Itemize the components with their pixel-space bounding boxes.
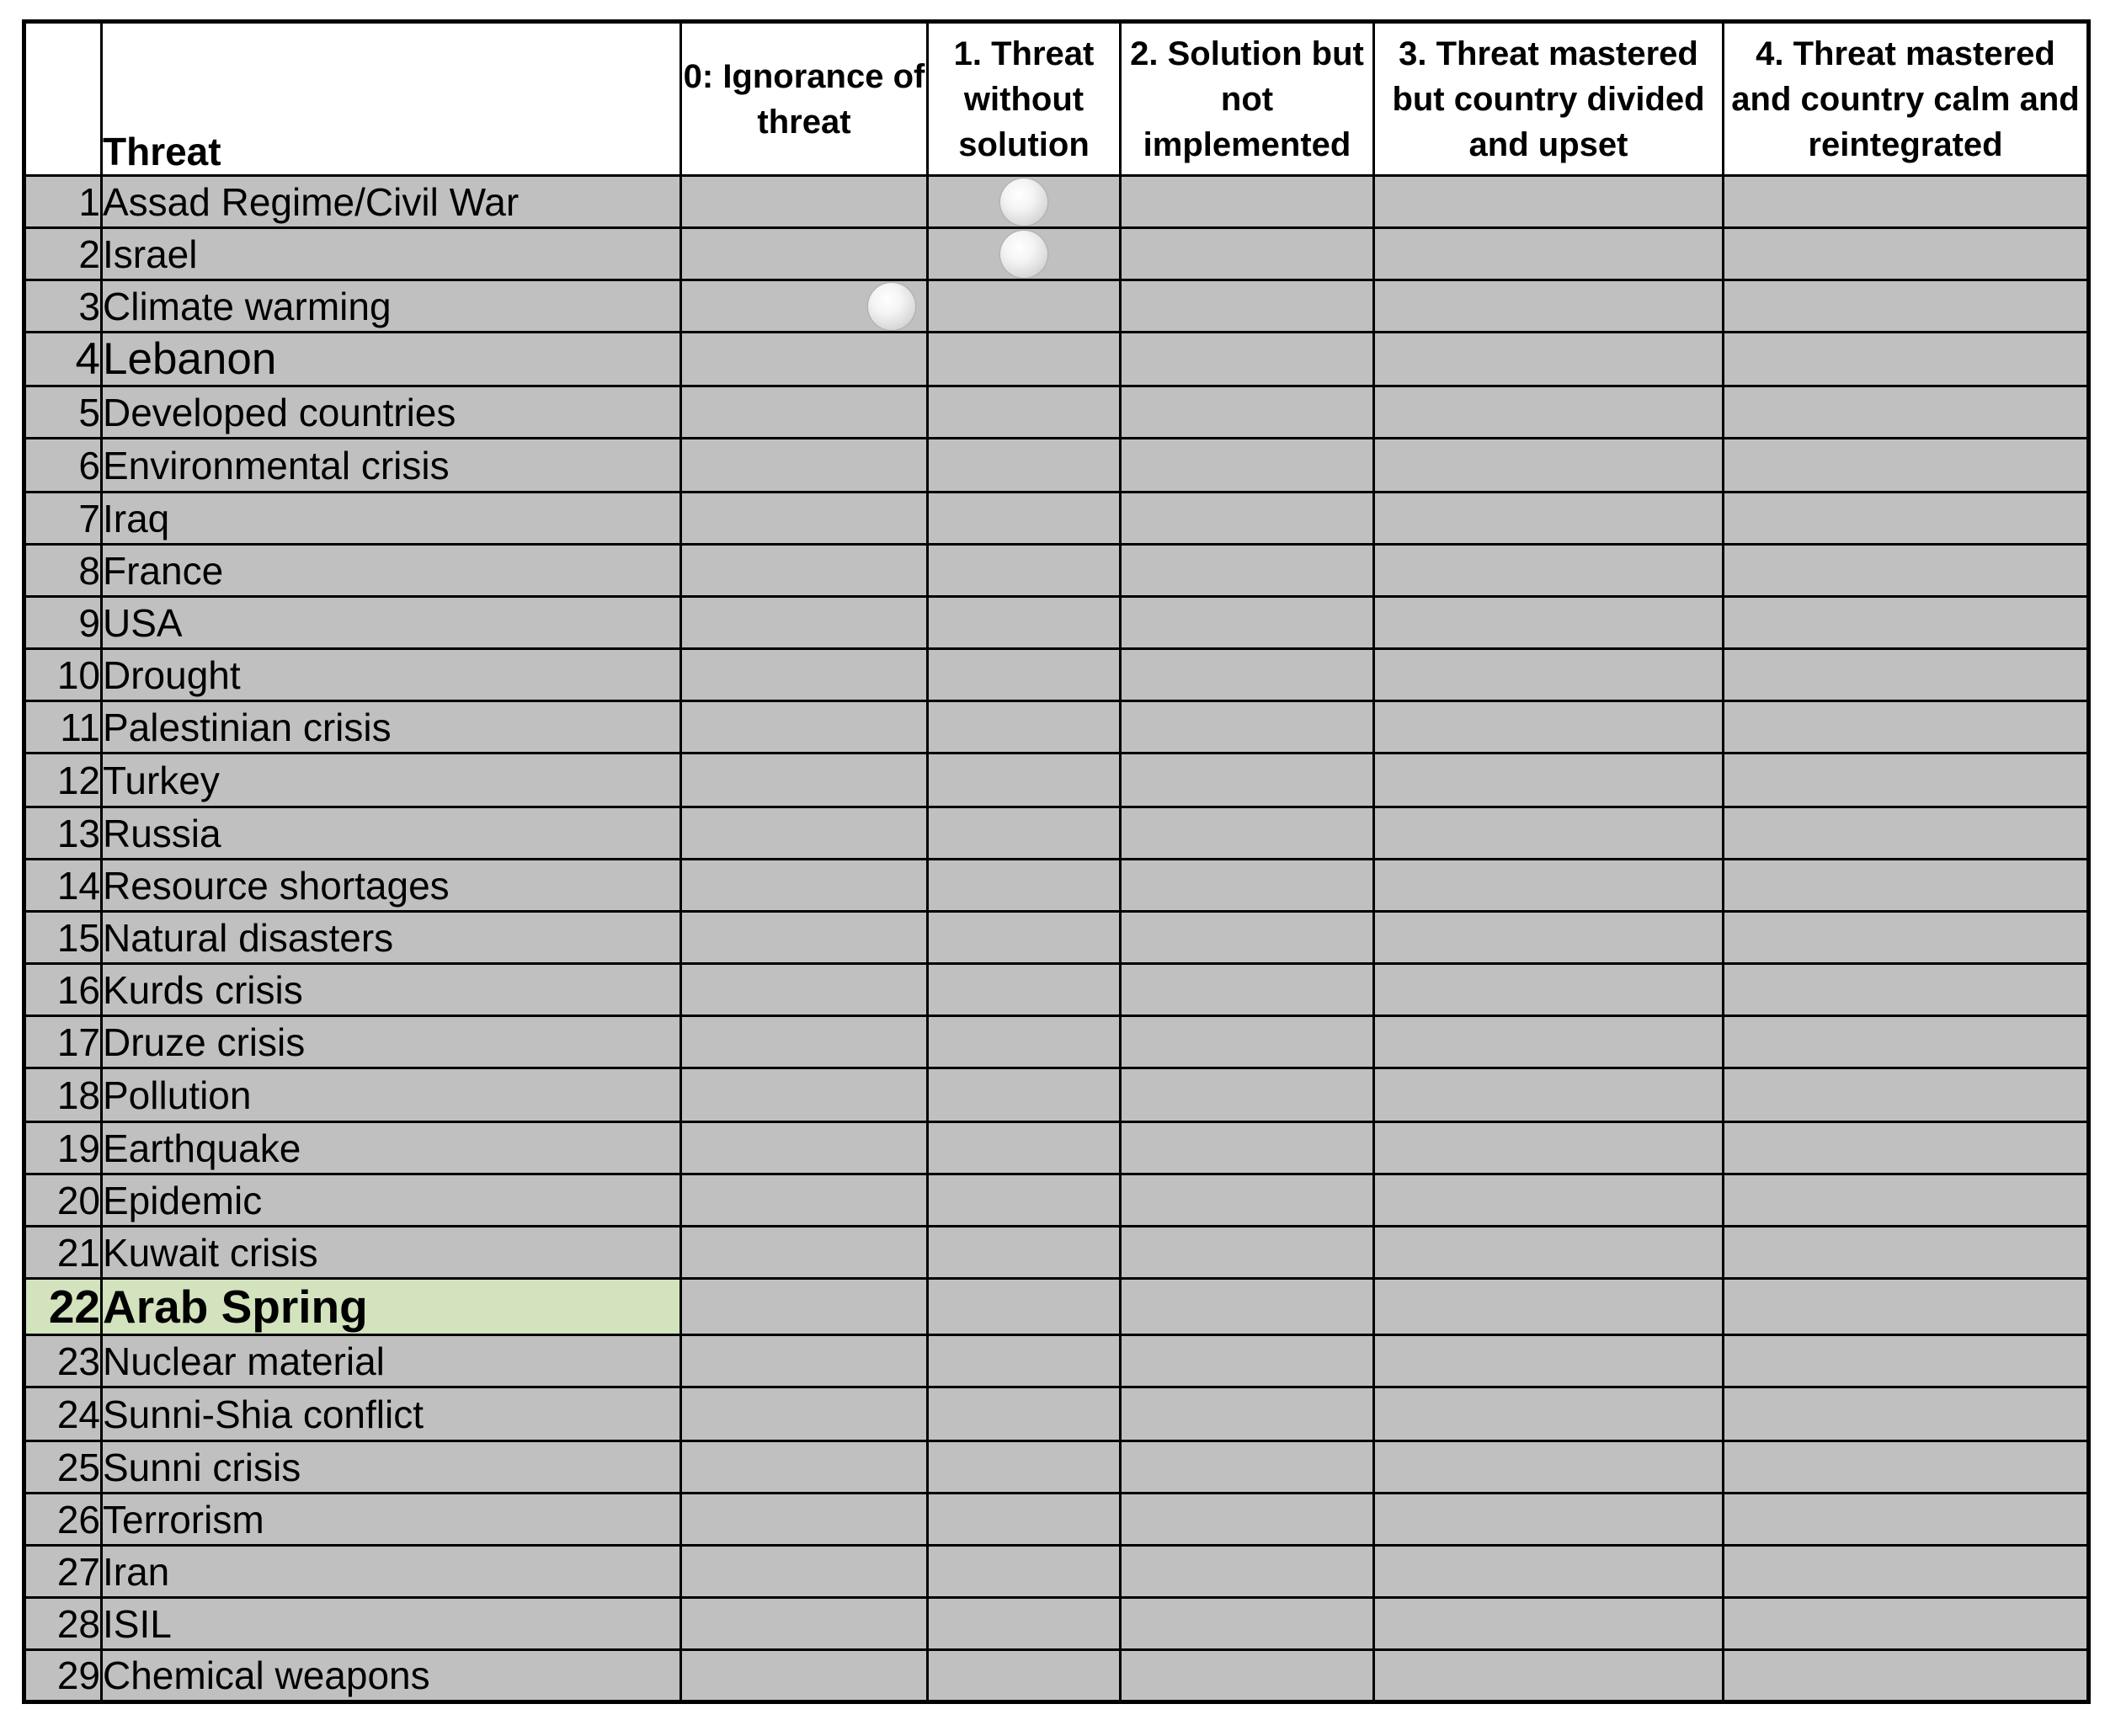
row-number: 17 <box>24 1016 102 1068</box>
stage-cell-2 <box>1121 754 1374 807</box>
threat-table <box>22 19 2091 1704</box>
stage-cell-1 <box>928 1068 1121 1122</box>
stage-cell-0 <box>681 860 928 912</box>
table-row <box>24 176 2089 228</box>
stage-cell-4 <box>1724 545 2089 597</box>
threat-name: Pollution <box>102 1068 681 1122</box>
threat-name: Nuclear material <box>102 1335 681 1387</box>
stage-cell-2 <box>1121 228 1374 280</box>
stage-cell-3 <box>1374 493 1724 545</box>
stage-cell-4 <box>1724 1279 2089 1335</box>
stage-cell-3 <box>1374 701 1724 754</box>
row-number: 27 <box>24 1546 102 1598</box>
stage-cell-2 <box>1121 545 1374 597</box>
stage-cell-1 <box>928 649 1121 701</box>
stage-cell-1 <box>928 912 1121 964</box>
header-stage-4: 4. Threat mastered and country calm and reintegrated <box>1724 22 2089 176</box>
stage-cell-3 <box>1374 597 1724 649</box>
stage-cell-3 <box>1374 860 1724 912</box>
stage-cell-4 <box>1724 807 2089 860</box>
stage-cell-4 <box>1724 386 2089 439</box>
stage-cell-1 <box>928 1016 1121 1068</box>
stage-cell-3 <box>1374 1335 1724 1387</box>
stage-cell-1 <box>928 1441 1121 1494</box>
stage-cell-4 <box>1724 1122 2089 1174</box>
table-row <box>24 1227 2089 1279</box>
stage-cell-0 <box>681 754 928 807</box>
stage-cell-1 <box>928 964 1121 1016</box>
threat-name: ISIL <box>102 1598 681 1650</box>
stage-cell-2 <box>1121 439 1374 493</box>
threat-name: Lebanon <box>102 333 681 386</box>
stage-cell-2 <box>1121 333 1374 386</box>
threat-name: Kurds crisis <box>102 964 681 1016</box>
stage-cell-3 <box>1374 1174 1724 1227</box>
stage-cell-0 <box>681 1650 928 1702</box>
threat-name: USA <box>102 597 681 649</box>
header-number <box>24 22 102 176</box>
table-row <box>24 649 2089 701</box>
stage-cell-0 <box>681 493 928 545</box>
stage-cell-1 <box>928 1279 1121 1335</box>
stage-cell-3 <box>1374 1122 1724 1174</box>
table-row <box>24 439 2089 493</box>
stage-cell-1 <box>928 176 1121 228</box>
stage-cell-0 <box>681 1441 928 1494</box>
stage-cell-3 <box>1374 1068 1724 1122</box>
stage-cell-4 <box>1724 754 2089 807</box>
threat-name: Assad Regime/Civil War <box>102 176 681 228</box>
stage-cell-0 <box>681 545 928 597</box>
stage-cell-2 <box>1121 1279 1374 1335</box>
row-number: 22 <box>24 1279 102 1335</box>
table-row <box>24 860 2089 912</box>
stage-cell-0 <box>681 280 928 333</box>
stage-cell-2 <box>1121 1598 1374 1650</box>
stage-cell-1 <box>928 1546 1121 1598</box>
stage-cell-2 <box>1121 280 1374 333</box>
table-row <box>24 333 2089 386</box>
threat-name: Israel <box>102 228 681 280</box>
stage-cell-2 <box>1121 1174 1374 1227</box>
stage-cell-4 <box>1724 860 2089 912</box>
threat-name: Environmental crisis <box>102 439 681 493</box>
stage-cell-2 <box>1121 1650 1374 1702</box>
stage-cell-3 <box>1374 807 1724 860</box>
stage-cell-0 <box>681 1279 928 1335</box>
table-row <box>24 386 2089 439</box>
stage-cell-2 <box>1121 1068 1374 1122</box>
threat-name: Turkey <box>102 754 681 807</box>
stage-cell-3 <box>1374 912 1724 964</box>
stage-cell-1 <box>928 439 1121 493</box>
stage-cell-3 <box>1374 545 1724 597</box>
stage-cell-0 <box>681 1174 928 1227</box>
stage-cell-2 <box>1121 1335 1374 1387</box>
threat-name: Natural disasters <box>102 912 681 964</box>
stage-cell-2 <box>1121 860 1374 912</box>
stage-cell-4 <box>1724 1598 2089 1650</box>
stage-cell-3 <box>1374 964 1724 1016</box>
stage-cell-0 <box>681 1068 928 1122</box>
stage-cell-2 <box>1121 1441 1374 1494</box>
stage-cell-1 <box>928 386 1121 439</box>
table-row <box>24 597 2089 649</box>
stage-cell-3 <box>1374 386 1724 439</box>
stage-cell-0 <box>681 1546 928 1598</box>
row-number: 5 <box>24 386 102 439</box>
table-row <box>24 701 2089 754</box>
table-row <box>24 1387 2089 1441</box>
row-number: 20 <box>24 1174 102 1227</box>
stage-cell-0 <box>681 1227 928 1279</box>
row-number: 1 <box>24 176 102 228</box>
stage-cell-3 <box>1374 1650 1724 1702</box>
threat-name: Drought <box>102 649 681 701</box>
stage-cell-4 <box>1724 1546 2089 1598</box>
stage-cell-1 <box>928 1174 1121 1227</box>
stage-cell-2 <box>1121 701 1374 754</box>
threat-name: Climate warming <box>102 280 681 333</box>
stage-cell-1 <box>928 228 1121 280</box>
table-row <box>24 1441 2089 1494</box>
table-row <box>24 807 2089 860</box>
table-row <box>24 1122 2089 1174</box>
threat-name: Chemical weapons <box>102 1650 681 1702</box>
threat-name: Kuwait crisis <box>102 1227 681 1279</box>
stage-cell-4 <box>1724 1335 2089 1387</box>
table-row <box>24 1546 2089 1598</box>
stage-cell-3 <box>1374 1227 1724 1279</box>
stage-cell-0 <box>681 701 928 754</box>
table-row <box>24 754 2089 807</box>
stage-cell-1 <box>928 493 1121 545</box>
threat-name: Epidemic <box>102 1174 681 1227</box>
stage-cell-0 <box>681 1016 928 1068</box>
row-number: 24 <box>24 1387 102 1441</box>
table-row <box>24 1650 2089 1702</box>
threat-name: Iran <box>102 1546 681 1598</box>
threat-name: Druze crisis <box>102 1016 681 1068</box>
stage-cell-4 <box>1724 176 2089 228</box>
stage-cell-0 <box>681 228 928 280</box>
row-number: 4 <box>24 333 102 386</box>
stage-cell-3 <box>1374 280 1724 333</box>
stage-cell-4 <box>1724 1650 2089 1702</box>
stage-cell-3 <box>1374 754 1724 807</box>
stage-cell-3 <box>1374 1279 1724 1335</box>
row-number: 26 <box>24 1494 102 1546</box>
threat-name: Earthquake <box>102 1122 681 1174</box>
table-row <box>24 1494 2089 1546</box>
row-number: 12 <box>24 754 102 807</box>
stage-cell-2 <box>1121 1546 1374 1598</box>
stage-cell-3 <box>1374 1441 1724 1494</box>
stage-cell-0 <box>681 1494 928 1546</box>
stage-cell-0 <box>681 964 928 1016</box>
stage-cell-3 <box>1374 1494 1724 1546</box>
stage-cell-4 <box>1724 493 2089 545</box>
stage-cell-0 <box>681 439 928 493</box>
threat-name: Developed countries <box>102 386 681 439</box>
row-number: 28 <box>24 1598 102 1650</box>
stage-cell-1 <box>928 1387 1121 1441</box>
header-stage-0: 0: Ignorance of threat <box>681 22 928 176</box>
stage-cell-1 <box>928 597 1121 649</box>
stage-cell-1 <box>928 333 1121 386</box>
stage-cell-3 <box>1374 176 1724 228</box>
row-number: 6 <box>24 439 102 493</box>
stage-cell-4 <box>1724 1441 2089 1494</box>
row-number: 8 <box>24 545 102 597</box>
row-number: 25 <box>24 1441 102 1494</box>
table-row <box>24 912 2089 964</box>
stage-cell-3 <box>1374 439 1724 493</box>
stage-cell-2 <box>1121 493 1374 545</box>
stage-cell-1 <box>928 280 1121 333</box>
stage-marker <box>1000 231 1047 278</box>
header-stage-2: 2. Solution but not implemented <box>1121 22 1374 176</box>
stage-cell-1 <box>928 701 1121 754</box>
stage-cell-3 <box>1374 1546 1724 1598</box>
row-number: 10 <box>24 649 102 701</box>
row-number: 13 <box>24 807 102 860</box>
row-number: 15 <box>24 912 102 964</box>
stage-cell-4 <box>1724 1016 2089 1068</box>
row-number: 2 <box>24 228 102 280</box>
stage-cell-0 <box>681 649 928 701</box>
stage-cell-2 <box>1121 1122 1374 1174</box>
row-number: 7 <box>24 493 102 545</box>
stage-cell-2 <box>1121 597 1374 649</box>
table-row <box>24 280 2089 333</box>
table-row <box>24 545 2089 597</box>
row-number: 11 <box>24 701 102 754</box>
stage-cell-1 <box>928 1650 1121 1702</box>
stage-cell-0 <box>681 386 928 439</box>
row-number: 19 <box>24 1122 102 1174</box>
header-row <box>24 22 2089 176</box>
stage-cell-0 <box>681 807 928 860</box>
stage-cell-4 <box>1724 912 2089 964</box>
stage-cell-1 <box>928 1598 1121 1650</box>
stage-cell-0 <box>681 912 928 964</box>
header-stage-3: 3. Threat mastered but country divided and upset <box>1374 22 1724 176</box>
row-number: 18 <box>24 1068 102 1122</box>
table-row <box>24 1279 2089 1335</box>
table-row <box>24 493 2089 545</box>
stage-cell-2 <box>1121 807 1374 860</box>
threat-name: Terrorism <box>102 1494 681 1546</box>
stage-cell-3 <box>1374 1598 1724 1650</box>
stage-cell-2 <box>1121 964 1374 1016</box>
threat-name: Resource shortages <box>102 860 681 912</box>
stage-cell-4 <box>1724 228 2089 280</box>
stage-cell-2 <box>1121 649 1374 701</box>
stage-cell-3 <box>1374 333 1724 386</box>
table-row <box>24 1335 2089 1387</box>
stage-cell-4 <box>1724 964 2089 1016</box>
stage-cell-2 <box>1121 176 1374 228</box>
stage-cell-4 <box>1724 1227 2089 1279</box>
stage-cell-4 <box>1724 1068 2089 1122</box>
stage-cell-4 <box>1724 280 2089 333</box>
header-threat: Threat <box>102 22 681 176</box>
threat-name: Arab Spring <box>102 1279 681 1335</box>
stage-cell-4 <box>1724 1174 2089 1227</box>
stage-cell-0 <box>681 1122 928 1174</box>
stage-cell-0 <box>681 1387 928 1441</box>
stage-cell-3 <box>1374 1016 1724 1068</box>
stage-cell-2 <box>1121 1227 1374 1279</box>
stage-cell-4 <box>1724 1387 2089 1441</box>
table-row <box>24 228 2089 280</box>
stage-cell-0 <box>681 333 928 386</box>
stage-cell-0 <box>681 1335 928 1387</box>
row-number: 9 <box>24 597 102 649</box>
row-number: 29 <box>24 1650 102 1702</box>
table-row <box>24 1598 2089 1650</box>
stage-cell-4 <box>1724 333 2089 386</box>
row-number: 3 <box>24 280 102 333</box>
table-row <box>24 964 2089 1016</box>
threat-name: Sunni crisis <box>102 1441 681 1494</box>
stage-cell-2 <box>1121 1387 1374 1441</box>
row-number: 23 <box>24 1335 102 1387</box>
threat-name: Sunni-Shia conflict <box>102 1387 681 1441</box>
table-row <box>24 1068 2089 1122</box>
row-number: 14 <box>24 860 102 912</box>
stage-cell-1 <box>928 545 1121 597</box>
stage-cell-0 <box>681 1598 928 1650</box>
stage-cell-2 <box>1121 386 1374 439</box>
stage-cell-2 <box>1121 912 1374 964</box>
threat-name: Russia <box>102 807 681 860</box>
stage-marker <box>1000 178 1047 226</box>
stage-cell-4 <box>1724 649 2089 701</box>
stage-cell-1 <box>928 1494 1121 1546</box>
stage-cell-4 <box>1724 701 2089 754</box>
stage-cell-0 <box>681 597 928 649</box>
stage-cell-1 <box>928 754 1121 807</box>
stage-cell-3 <box>1374 1387 1724 1441</box>
stage-cell-1 <box>928 1335 1121 1387</box>
stage-cell-4 <box>1724 439 2089 493</box>
header-stage-1: 1. Threat without solution <box>928 22 1121 176</box>
threat-name: Iraq <box>102 493 681 545</box>
row-number: 16 <box>24 964 102 1016</box>
row-number: 21 <box>24 1227 102 1279</box>
stage-cell-1 <box>928 860 1121 912</box>
threat-name: France <box>102 545 681 597</box>
stage-cell-1 <box>928 1122 1121 1174</box>
table-row <box>24 1016 2089 1068</box>
stage-marker <box>868 283 915 330</box>
stage-cell-3 <box>1374 228 1724 280</box>
stage-cell-1 <box>928 807 1121 860</box>
table-row <box>24 1174 2089 1227</box>
stage-cell-0 <box>681 176 928 228</box>
table-body <box>24 176 2089 1702</box>
stage-cell-1 <box>928 1227 1121 1279</box>
stage-cell-2 <box>1121 1494 1374 1546</box>
stage-cell-4 <box>1724 597 2089 649</box>
threat-name: Palestinian crisis <box>102 701 681 754</box>
stage-cell-2 <box>1121 1016 1374 1068</box>
stage-cell-3 <box>1374 649 1724 701</box>
stage-cell-4 <box>1724 1494 2089 1546</box>
